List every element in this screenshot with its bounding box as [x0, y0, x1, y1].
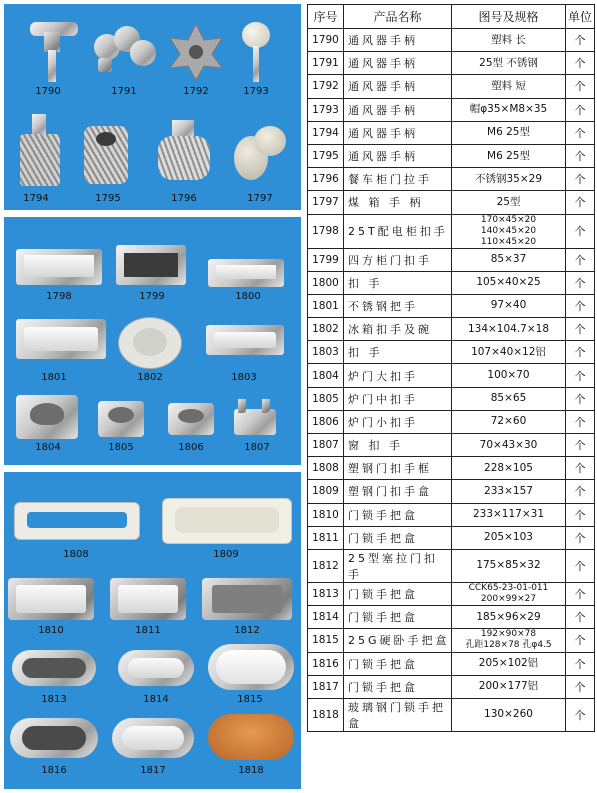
row-number: 1817	[308, 675, 344, 698]
product-name: 炉门大扣手	[344, 364, 452, 387]
product-code: 1797	[247, 193, 273, 204]
product-spec	[452, 52, 566, 75]
product-spec	[452, 503, 566, 526]
table-row	[308, 29, 595, 52]
row-number: 1793	[308, 98, 344, 121]
product-code: 1806	[178, 442, 204, 453]
product-unit: 个	[566, 144, 595, 167]
product-spec	[452, 434, 566, 457]
product-spec	[452, 549, 566, 582]
product-code: 1794	[23, 193, 49, 204]
table-row	[308, 387, 595, 410]
row-number: 1804	[308, 364, 344, 387]
table-row	[308, 434, 595, 457]
product-panel-handles	[4, 217, 301, 465]
table-row	[308, 582, 595, 605]
star-knob-icon	[166, 22, 226, 82]
table-row	[308, 191, 595, 214]
row-number: 1803	[308, 341, 344, 364]
row-number: 1811	[308, 526, 344, 549]
spec-line: 134×104.7×18	[467, 322, 550, 335]
lock-box-icon	[12, 650, 96, 686]
product-1805	[98, 401, 144, 437]
product-code: 1808	[63, 549, 89, 560]
product-code: 1805	[108, 442, 134, 453]
product-name: 门锁手把盒	[344, 582, 452, 605]
table-row	[308, 271, 595, 294]
row-number: 1814	[308, 606, 344, 629]
spec-line: 85×37	[490, 253, 527, 266]
lock-box-icon	[208, 644, 294, 690]
product-spec	[452, 294, 566, 317]
spec-line: 97×40	[490, 299, 527, 312]
spec-line: 205×102铝	[478, 657, 539, 670]
product-1817	[112, 718, 194, 758]
product-code: 1813	[41, 694, 67, 705]
product-unit: 个	[566, 606, 595, 629]
row-number: 1802	[308, 318, 344, 341]
product-1797	[230, 122, 290, 186]
column-header-spec: 图号及规格	[452, 5, 566, 29]
product-1790	[24, 20, 84, 90]
product-code: 1792	[183, 86, 209, 97]
spec-line: 25型 不锈钢	[479, 56, 538, 69]
product-name: 门锁手把盒	[344, 503, 452, 526]
product-name: 玻璃钢门锁手把盒	[344, 698, 452, 731]
product-spec	[452, 29, 566, 52]
spec-line: 100×70	[487, 369, 530, 382]
row-number: 1796	[308, 168, 344, 191]
product-code: 1804	[35, 442, 61, 453]
row-number: 1815	[308, 629, 344, 652]
column-header-no: 序号	[308, 5, 344, 29]
product-spec	[452, 214, 566, 248]
product-1807	[230, 397, 280, 437]
product-unit: 个	[566, 434, 595, 457]
table-row	[308, 121, 595, 144]
product-unit: 个	[566, 698, 595, 731]
product-spec	[452, 121, 566, 144]
product-unit: 个	[566, 168, 595, 191]
table-row	[308, 457, 595, 480]
product-1808	[14, 502, 138, 538]
row-number: 1816	[308, 652, 344, 675]
product-unit: 个	[566, 503, 595, 526]
product-1804	[16, 395, 78, 439]
spec-line: 塑料 长	[491, 33, 526, 46]
cup-pull-icon	[16, 395, 78, 439]
product-unit: 个	[566, 480, 595, 503]
spec-line: 107×40×12铝	[471, 345, 546, 358]
spec-line: 孔距128×78 孔φ4.5	[465, 640, 552, 651]
product-1803	[206, 325, 284, 355]
row-number: 1813	[308, 582, 344, 605]
product-name: 通风器手柄	[344, 98, 452, 121]
product-code: 1793	[243, 86, 269, 97]
product-name: 通风器手柄	[344, 52, 452, 75]
product-code: 1801	[41, 372, 67, 383]
spec-line: M6 25型	[487, 149, 530, 162]
recessed-handle-icon	[208, 259, 284, 287]
recessed-handle-dark-icon	[116, 245, 186, 285]
product-spec	[452, 191, 566, 214]
product-unit: 个	[566, 75, 595, 98]
cup-pull-icon	[98, 401, 144, 437]
product-spec	[452, 457, 566, 480]
product-unit: 个	[566, 652, 595, 675]
product-1801	[16, 319, 106, 359]
product-1802	[118, 317, 180, 367]
spec-line: 228×105	[484, 461, 533, 474]
product-spec	[452, 318, 566, 341]
row-number: 1810	[308, 503, 344, 526]
product-name: 25T配电柜扣手	[344, 214, 452, 248]
spec-line: 175×85×32	[476, 559, 541, 572]
product-spec	[452, 526, 566, 549]
product-unit: 个	[566, 52, 595, 75]
spec-line: 不锈钢35×29	[474, 172, 543, 185]
spec-line: 233×157	[484, 484, 533, 497]
spec-line: 帽φ35×M8×35	[469, 103, 548, 116]
lock-box-icon	[8, 578, 94, 620]
row-number: 1801	[308, 294, 344, 317]
product-spec	[452, 98, 566, 121]
product-unit: 个	[566, 364, 595, 387]
product-unit: 个	[566, 526, 595, 549]
product-code: 1791	[111, 86, 137, 97]
spec-line: 105×40×25	[476, 276, 541, 289]
product-1809	[162, 498, 290, 542]
table-row	[308, 144, 595, 167]
product-spec	[452, 606, 566, 629]
table-row	[308, 168, 595, 191]
table-row	[308, 549, 595, 582]
product-name: 炉门中扣手	[344, 387, 452, 410]
row-number: 1790	[308, 29, 344, 52]
product-spec	[452, 582, 566, 605]
cup-pull-icon	[168, 403, 214, 435]
product-1818	[208, 714, 294, 760]
spec-line: 130×260	[484, 708, 533, 721]
row-number: 1808	[308, 457, 344, 480]
product-code: 1814	[143, 694, 169, 705]
product-spec	[452, 698, 566, 731]
product-unit: 个	[566, 582, 595, 605]
product-unit: 个	[566, 294, 595, 317]
lock-box-icon	[110, 578, 186, 620]
product-name: 通风器手柄	[344, 121, 452, 144]
flush-pull-icon	[16, 319, 106, 359]
lock-box-icon	[10, 718, 98, 758]
product-name: 冰箱扣手及碗	[344, 318, 452, 341]
handle-box-icon	[162, 498, 292, 544]
product-1816	[10, 718, 98, 758]
product-1799	[116, 245, 186, 285]
product-name: 通风器手柄	[344, 29, 452, 52]
product-spec	[452, 652, 566, 675]
product-code: 1795	[95, 193, 121, 204]
column-header-unit: 单位	[566, 5, 595, 29]
lock-box-icon	[202, 578, 292, 620]
product-code: 1802	[137, 372, 163, 383]
lock-box-orange-icon	[208, 714, 294, 760]
product-name: 煤 箱 手 柄	[344, 191, 452, 214]
product-spec	[452, 387, 566, 410]
product-code: 1816	[41, 765, 67, 776]
spec-line: 塑料 短	[491, 79, 526, 92]
table-row	[308, 341, 595, 364]
oval-pull-icon	[118, 317, 182, 369]
product-spec	[452, 629, 566, 652]
product-name: 扣 手	[344, 271, 452, 294]
table-row	[308, 503, 595, 526]
product-name: 25G硬卧手把盒	[344, 629, 452, 652]
row-number: 1797	[308, 191, 344, 214]
product-spec	[452, 75, 566, 98]
product-1796	[154, 120, 214, 186]
product-unit: 个	[566, 29, 595, 52]
product-code: 1817	[140, 765, 166, 776]
product-spec	[452, 364, 566, 387]
row-number: 1806	[308, 410, 344, 433]
product-name: 通风器手柄	[344, 75, 452, 98]
product-unit: 个	[566, 98, 595, 121]
spec-line: 192×90×78	[480, 629, 537, 640]
product-code: 1815	[237, 694, 263, 705]
product-1794	[16, 114, 66, 190]
product-unit: 个	[566, 341, 595, 364]
product-1815	[208, 644, 294, 690]
product-name: 门锁手把盒	[344, 675, 452, 698]
product-1793	[236, 20, 276, 86]
product-1814	[118, 650, 194, 686]
product-spec	[452, 168, 566, 191]
product-1798	[16, 249, 102, 285]
product-1792	[166, 22, 226, 82]
table-row	[308, 606, 595, 629]
product-spec	[452, 144, 566, 167]
spec-line: 72×60	[490, 415, 527, 428]
flush-pull-icon	[206, 325, 284, 355]
recessed-handle-icon	[16, 249, 102, 285]
product-1791	[90, 24, 160, 84]
table-row	[308, 294, 595, 317]
spec-line: 205×103	[484, 531, 533, 544]
product-code: 1818	[238, 765, 264, 776]
product-name: 门锁手把盒	[344, 526, 452, 549]
table-body	[308, 29, 595, 732]
product-name: 不锈钢把手	[344, 294, 452, 317]
product-code: 1807	[244, 442, 270, 453]
product-spec	[452, 248, 566, 271]
spec-line: M6 25型	[487, 126, 530, 139]
row-number: 1809	[308, 480, 344, 503]
product-unit: 个	[566, 457, 595, 480]
spec-line: CCK65-23-01-011	[468, 583, 549, 594]
product-code: 1799	[139, 291, 165, 302]
table-row	[308, 75, 595, 98]
product-1813	[12, 650, 96, 686]
product-unit: 个	[566, 121, 595, 144]
product-code: 1803	[231, 372, 257, 383]
product-code: 1790	[35, 86, 61, 97]
table-row	[308, 248, 595, 271]
product-unit: 个	[566, 271, 595, 294]
spec-line: 110×45×20	[480, 236, 537, 247]
lock-box-icon	[112, 718, 194, 758]
row-number: 1798	[308, 214, 344, 248]
product-name: 门锁手把盒	[344, 652, 452, 675]
product-name: 25型塞拉门扣手	[344, 549, 452, 582]
product-spec	[452, 271, 566, 294]
product-unit: 个	[566, 191, 595, 214]
product-name: 炉门小扣手	[344, 410, 452, 433]
table-row	[308, 98, 595, 121]
product-spec	[452, 410, 566, 433]
product-code: 1812	[234, 625, 260, 636]
product-unit: 个	[566, 629, 595, 652]
product-code: 1798	[46, 291, 72, 302]
row-number: 1818	[308, 698, 344, 731]
row-number: 1807	[308, 434, 344, 457]
row-number: 1812	[308, 549, 344, 582]
spec-line: 185×96×29	[476, 610, 541, 623]
table-row	[308, 318, 595, 341]
row-number: 1795	[308, 144, 344, 167]
product-1812	[202, 578, 292, 620]
product-name: 通风器手柄	[344, 144, 452, 167]
product-unit: 个	[566, 549, 595, 582]
product-spec	[452, 675, 566, 698]
product-unit: 个	[566, 410, 595, 433]
product-code: 1810	[38, 625, 64, 636]
lock-box-icon	[118, 650, 194, 686]
spec-line: 70×43×30	[479, 438, 538, 451]
product-code: 1811	[135, 625, 161, 636]
column-header-name: 产品名称	[344, 5, 452, 29]
spec-line: 170×45×20 140×45×20	[480, 214, 537, 236]
table-header-row	[308, 5, 595, 29]
product-name: 扣 手	[344, 341, 452, 364]
table-row	[308, 698, 595, 731]
row-number: 1794	[308, 121, 344, 144]
row-number: 1799	[308, 248, 344, 271]
table-row	[308, 480, 595, 503]
product-code: 1809	[213, 549, 239, 560]
product-spec	[452, 480, 566, 503]
product-name: 四方柜门扣手	[344, 248, 452, 271]
product-table	[307, 4, 595, 732]
product-1811	[110, 578, 186, 620]
product-1806	[168, 403, 214, 435]
spec-line: 200×99×27	[480, 594, 537, 605]
product-unit: 个	[566, 318, 595, 341]
product-unit: 个	[566, 675, 595, 698]
product-unit: 个	[566, 214, 595, 248]
handle-frame-icon	[14, 502, 140, 540]
product-name: 门锁手把盒	[344, 606, 452, 629]
product-unit: 个	[566, 248, 595, 271]
product-1810	[8, 578, 94, 620]
table-row	[308, 214, 595, 248]
product-name: 塑钢门扣手框	[344, 457, 452, 480]
product-name: 窗 扣 手	[344, 434, 452, 457]
product-unit: 个	[566, 387, 595, 410]
row-number: 1792	[308, 75, 344, 98]
spec-line: 85×65	[490, 392, 527, 405]
spec-line: 233×117×31	[472, 508, 545, 521]
table-row	[308, 410, 595, 433]
product-panel-knobs	[4, 4, 301, 210]
spec-line: 200×177铝	[478, 680, 539, 693]
table-row	[308, 629, 595, 652]
row-number: 1800	[308, 271, 344, 294]
table-row	[308, 652, 595, 675]
product-1800	[208, 259, 284, 287]
spec-line: 25型	[496, 195, 521, 208]
product-name: 塑钢门扣手盒	[344, 480, 452, 503]
table-row	[308, 526, 595, 549]
product-spec	[452, 341, 566, 364]
product-panel-boxes	[4, 472, 301, 789]
table-row	[308, 52, 595, 75]
product-name: 餐车柜门拉手	[344, 168, 452, 191]
table-row	[308, 675, 595, 698]
row-number: 1791	[308, 52, 344, 75]
product-code: 1796	[171, 193, 197, 204]
table-row	[308, 364, 595, 387]
product-1795	[82, 122, 132, 188]
row-number: 1805	[308, 387, 344, 410]
product-code: 1800	[235, 291, 261, 302]
